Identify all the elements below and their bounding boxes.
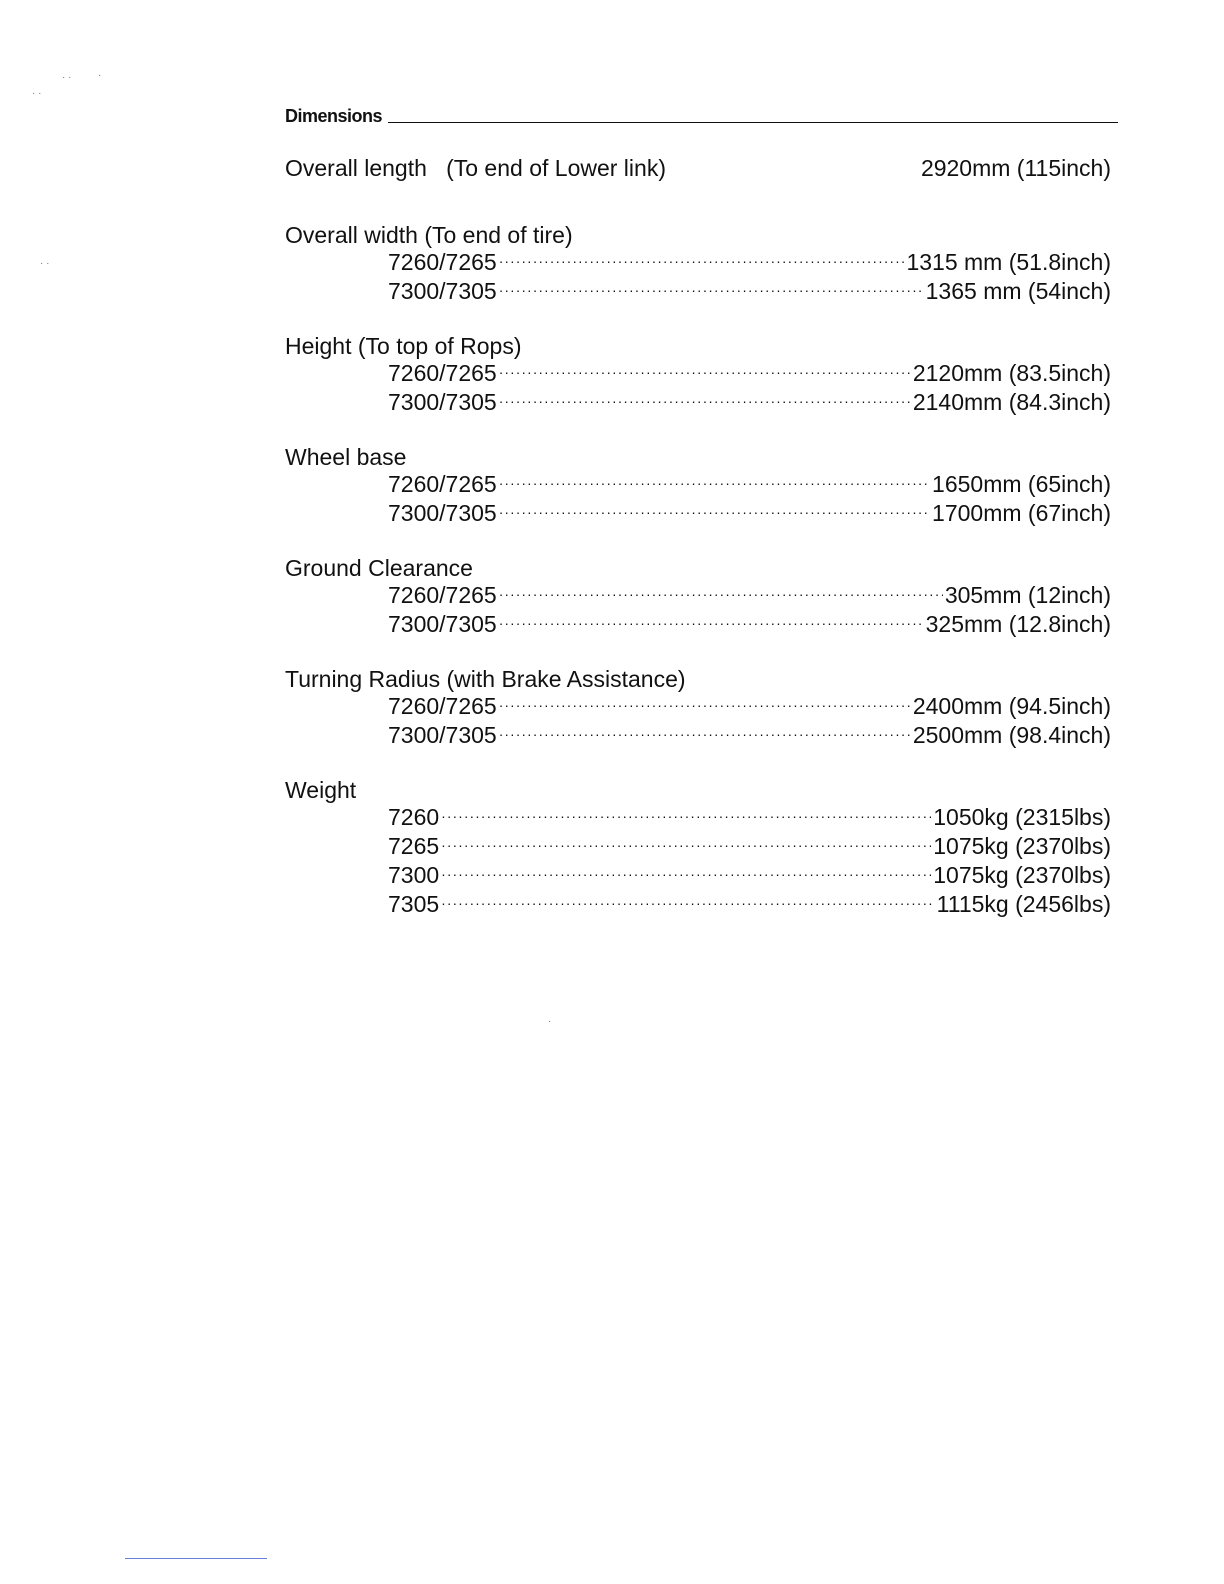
spec-row: [285, 471, 1111, 500]
overall-length-label: Overall length: [285, 155, 427, 181]
spec-value: 1365 mm (54inch): [925, 278, 1111, 304]
spec-row: [285, 804, 1111, 833]
model-label: 7300/7305: [388, 278, 497, 304]
footer-rule: [125, 1558, 267, 1559]
spec-row: [285, 862, 1111, 891]
spec-value: 1700mm (67inch): [932, 500, 1111, 526]
spec-row: [285, 278, 1111, 307]
spec-row: [285, 833, 1111, 862]
dot-leader: [499, 388, 911, 414]
scan-speck: · ·: [62, 72, 72, 83]
header-rule: [388, 122, 1118, 123]
scan-speck: ·: [98, 70, 102, 81]
spec-section-weight: [285, 776, 1111, 920]
spec-row: [285, 693, 1111, 722]
spec-value: 325mm (12.8inch): [925, 611, 1111, 637]
model-label: 7260/7265: [388, 582, 497, 608]
dot-leader: [499, 470, 930, 496]
dot-leader: [499, 359, 911, 385]
overall-length-label-group: [285, 155, 666, 182]
dot-leader: [441, 890, 935, 916]
spec-section-height: [285, 332, 1111, 418]
model-label: 7300/7305: [388, 722, 497, 748]
dot-leader: [499, 721, 911, 747]
section-title: Wheel base: [285, 444, 407, 470]
spec-row: [285, 582, 1111, 611]
model-label: 7260/7265: [388, 360, 497, 386]
spec-content: [285, 155, 1111, 945]
spec-row: [285, 500, 1111, 529]
spec-section-ground-clearance: [285, 554, 1111, 640]
dot-leader: [499, 581, 943, 607]
model-label: 7305: [388, 891, 440, 917]
spec-section-overall-width: [285, 221, 1111, 307]
dot-leader: [441, 803, 931, 829]
section-title: Weight: [285, 777, 357, 803]
dot-leader: [441, 832, 931, 858]
spec-row: [285, 611, 1111, 640]
spec-value: 305mm (12inch): [944, 582, 1111, 608]
spec-row: [285, 891, 1111, 920]
section-title: Ground Clearance: [285, 555, 473, 581]
model-label: 7300/7305: [388, 611, 497, 637]
overall-length-value: 2920mm (115inch): [920, 155, 1111, 181]
scan-speck: · ·: [40, 258, 50, 269]
model-label: 7300/7305: [388, 500, 497, 526]
model-label: 7260/7265: [388, 693, 497, 719]
spec-value: 1115kg (2456lbs): [936, 891, 1111, 917]
spec-value: 2140mm (84.3inch): [912, 389, 1111, 415]
scan-speck: ·: [548, 1016, 552, 1027]
dot-leader: [499, 248, 905, 274]
spec-row: [285, 249, 1111, 278]
spec-value: 1050kg (2315lbs): [933, 804, 1111, 830]
dot-leader: [441, 861, 931, 887]
model-label: 7260/7265: [388, 249, 497, 275]
page-title: Dimensions: [285, 106, 383, 126]
model-label: 7300: [388, 862, 440, 888]
spec-section-turning-radius: [285, 665, 1111, 751]
overall-length-note: (To end of Lower link): [446, 155, 666, 181]
scan-speck: · ·: [32, 88, 42, 99]
spec-value: 1315 mm (51.8inch): [906, 249, 1111, 275]
spec-row: [285, 722, 1111, 751]
spec-row: [285, 389, 1111, 418]
spec-value: 2400mm (94.5inch): [912, 693, 1111, 719]
spec-value: 2500mm (98.4inch): [912, 722, 1111, 748]
spec-value: 1650mm (65inch): [932, 471, 1111, 497]
overall-length-row: [285, 155, 1111, 182]
spec-value: 2120mm (83.5inch): [912, 360, 1111, 386]
dot-leader: [499, 610, 924, 636]
model-label: 7300/7305: [388, 389, 497, 415]
section-title: Overall width (To end of tire): [285, 222, 573, 248]
section-header: [285, 106, 1118, 127]
spec-value: 1075kg (2370lbs): [933, 833, 1111, 859]
section-title: Height (To top of Rops): [285, 333, 522, 359]
model-label: 7265: [388, 833, 440, 859]
section-title: Turning Radius (with Brake Assistance): [285, 666, 686, 692]
spec-value: 1075kg (2370lbs): [933, 862, 1111, 888]
dot-leader: [499, 499, 930, 525]
model-label: 7260/7265: [388, 471, 497, 497]
model-label: 7260: [388, 804, 440, 830]
spec-row: [285, 360, 1111, 389]
spec-section-wheel-base: [285, 443, 1111, 529]
dot-leader: [499, 692, 911, 718]
dot-leader: [499, 277, 924, 303]
